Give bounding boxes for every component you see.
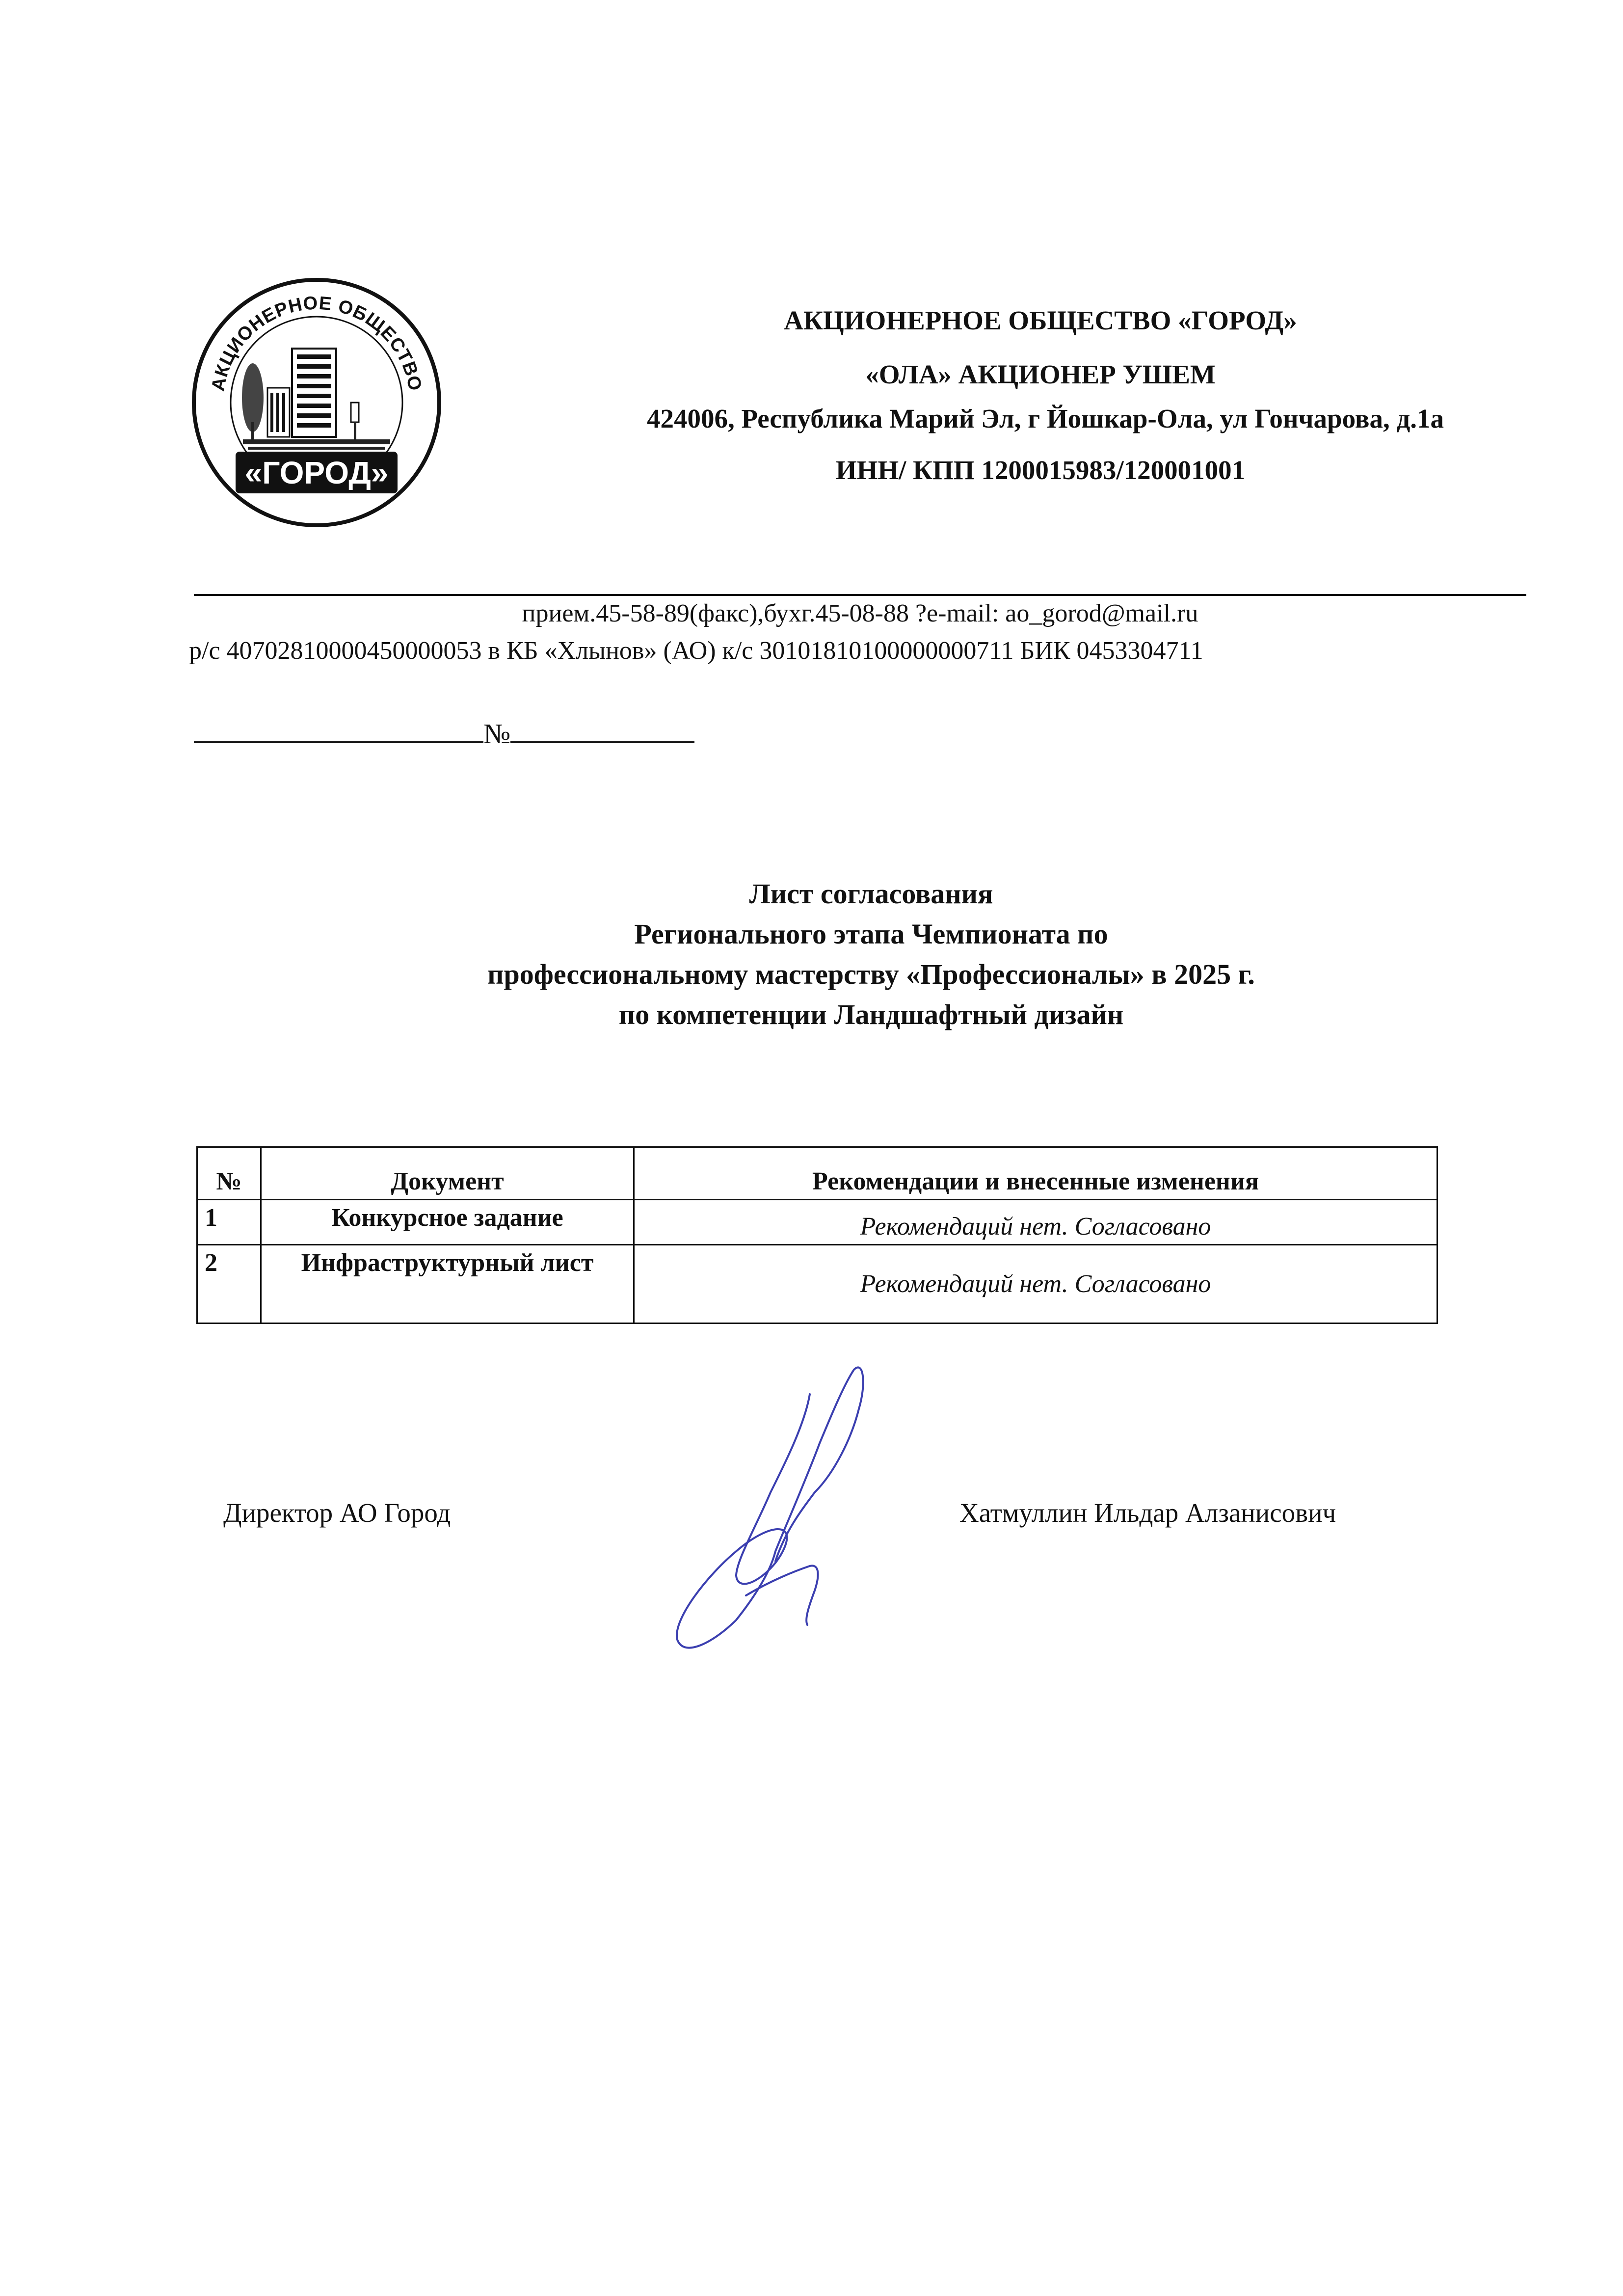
company-address: 424006, Республика Марий Эл, г Йошкар-Ола, ул Гончарова, д.1а	[646, 404, 1444, 433]
logo-banner-text: «ГОРОД»	[244, 455, 389, 490]
registration-line	[194, 717, 694, 750]
header-divider	[194, 594, 1526, 596]
number-sign: №	[483, 718, 511, 750]
contact-phones: прием.45-58-89(факс),бухг.45-08-88 ?e-mail: ao_gorod@mail.ru	[522, 599, 1198, 627]
document-title	[245, 874, 1497, 1035]
row-recommendation: Рекомендаций нет. Согласовано	[634, 1245, 1437, 1324]
company-name-mari: «ОЛА» АКЦИОНЕР УШЕМ	[865, 359, 1216, 389]
company-name: АКЦИОНЕРНОЕ ОБЩЕСТВО «ГОРОД»	[784, 305, 1297, 335]
title-line-3: профессиональному мастерству «Профессионалы» в 2025 г.	[487, 958, 1255, 990]
company-inn: ИНН/ КПП 1200015983/120001001	[835, 455, 1246, 485]
title-line-1: Лист согласования	[749, 878, 993, 910]
row-document: Инфраструктурный лист	[261, 1245, 634, 1324]
table-row	[197, 1245, 1437, 1324]
col-header-document: Документ	[261, 1147, 634, 1200]
date-blank	[194, 717, 483, 743]
signer-position: Директор АО Город	[223, 1498, 451, 1528]
table-row	[197, 1200, 1437, 1245]
approval-table	[196, 1146, 1438, 1324]
row-number: 2	[197, 1245, 261, 1324]
table-header-row	[197, 1147, 1437, 1200]
row-number: 1	[197, 1200, 261, 1245]
col-header-recommendations: Рекомендации и внесенные изменения	[634, 1147, 1437, 1200]
logo-arc-text: АКЦИОНЕРНОЕ ОБЩЕСТВО	[208, 293, 426, 393]
row-document: Конкурсное задание	[261, 1200, 634, 1245]
title-line-2: Регионального этапа Чемпионата по	[634, 918, 1108, 950]
bank-details: р/с 40702810000450000053 в КБ «Хлынов» (АО) к/с 30101810100000000711 БИК 0453304711	[189, 637, 1203, 665]
row-recommendation: Рекомендаций нет. Согласовано	[634, 1200, 1437, 1245]
number-blank	[510, 717, 694, 743]
signer-name: Хатмуллин Ильдар Алзанисович	[959, 1498, 1336, 1528]
company-logo	[189, 275, 444, 530]
title-line-4: по компетенции Ландшафтный дизайн	[618, 999, 1124, 1030]
col-header-number: №	[197, 1147, 261, 1200]
handwritten-signature	[658, 1365, 962, 1659]
